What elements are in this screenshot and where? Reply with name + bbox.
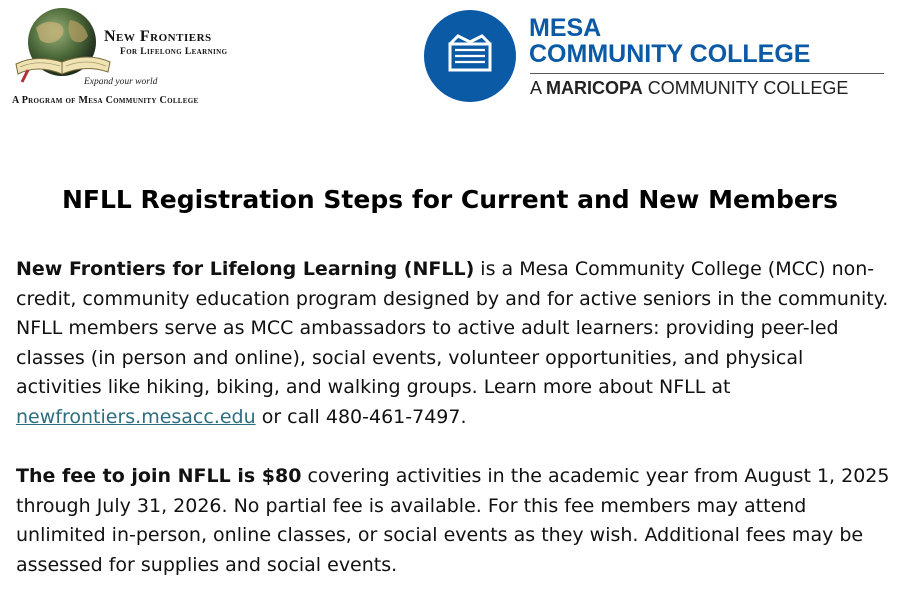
intro-text: is a Mesa Community College (MCC) non-credit, community education program designed by and for active seniors in the community. NFLL members serve as MCC ambassadors to active adult learners: providing peer-led classes (in person and online), social events, volunteer opportunities, and physical activities like hiking, biking, and walking groups. Learn more about NFLL at bbox=[16, 258, 889, 398]
nfll-logo bbox=[12, 6, 257, 110]
nfll-logo-tagline: Expand your world bbox=[84, 77, 158, 87]
fee-text: covering activities in the academic year from August 1, 2025 through July 31, 2026. No partial fee is available. For this fee members may attend unlimited in-person, online classes, or social events as they wish. Additional fees may be assessed for supplies and social events. bbox=[16, 465, 890, 576]
intro-paragraph bbox=[16, 255, 891, 432]
mcc-logo bbox=[424, 10, 894, 105]
intro-text-after-link: or call 480-461-7497. bbox=[255, 405, 467, 428]
fee-bold-lead: The fee to join NFLL is $80 bbox=[16, 465, 302, 487]
intro-bold-lead: New Frontiers for Lifelong Learning (NFLL) bbox=[16, 258, 475, 280]
mcc-affiliation: A MARICOPA COMMUNITY COLLEGE bbox=[530, 78, 849, 98]
mcc-emblem-icon bbox=[424, 10, 516, 102]
nfll-logo-program: A Program of Mesa Community College bbox=[12, 95, 199, 106]
page-title: NFLL Registration Steps for Current and New Members bbox=[61, 185, 839, 214]
nfll-logo-title: New Frontiers bbox=[104, 28, 212, 45]
mcc-name-line1: MESA bbox=[529, 14, 602, 42]
nfll-website-link[interactable]: newfrontiers.mesacc.edu bbox=[16, 405, 256, 428]
nfll-logo-subtitle: For Lifelong Learning bbox=[120, 47, 228, 57]
mcc-name-line2: COMMUNITY COLLEGE bbox=[529, 40, 811, 68]
globe-book-icon bbox=[12, 6, 116, 84]
mcc-divider bbox=[530, 73, 884, 74]
fee-paragraph bbox=[16, 462, 891, 580]
